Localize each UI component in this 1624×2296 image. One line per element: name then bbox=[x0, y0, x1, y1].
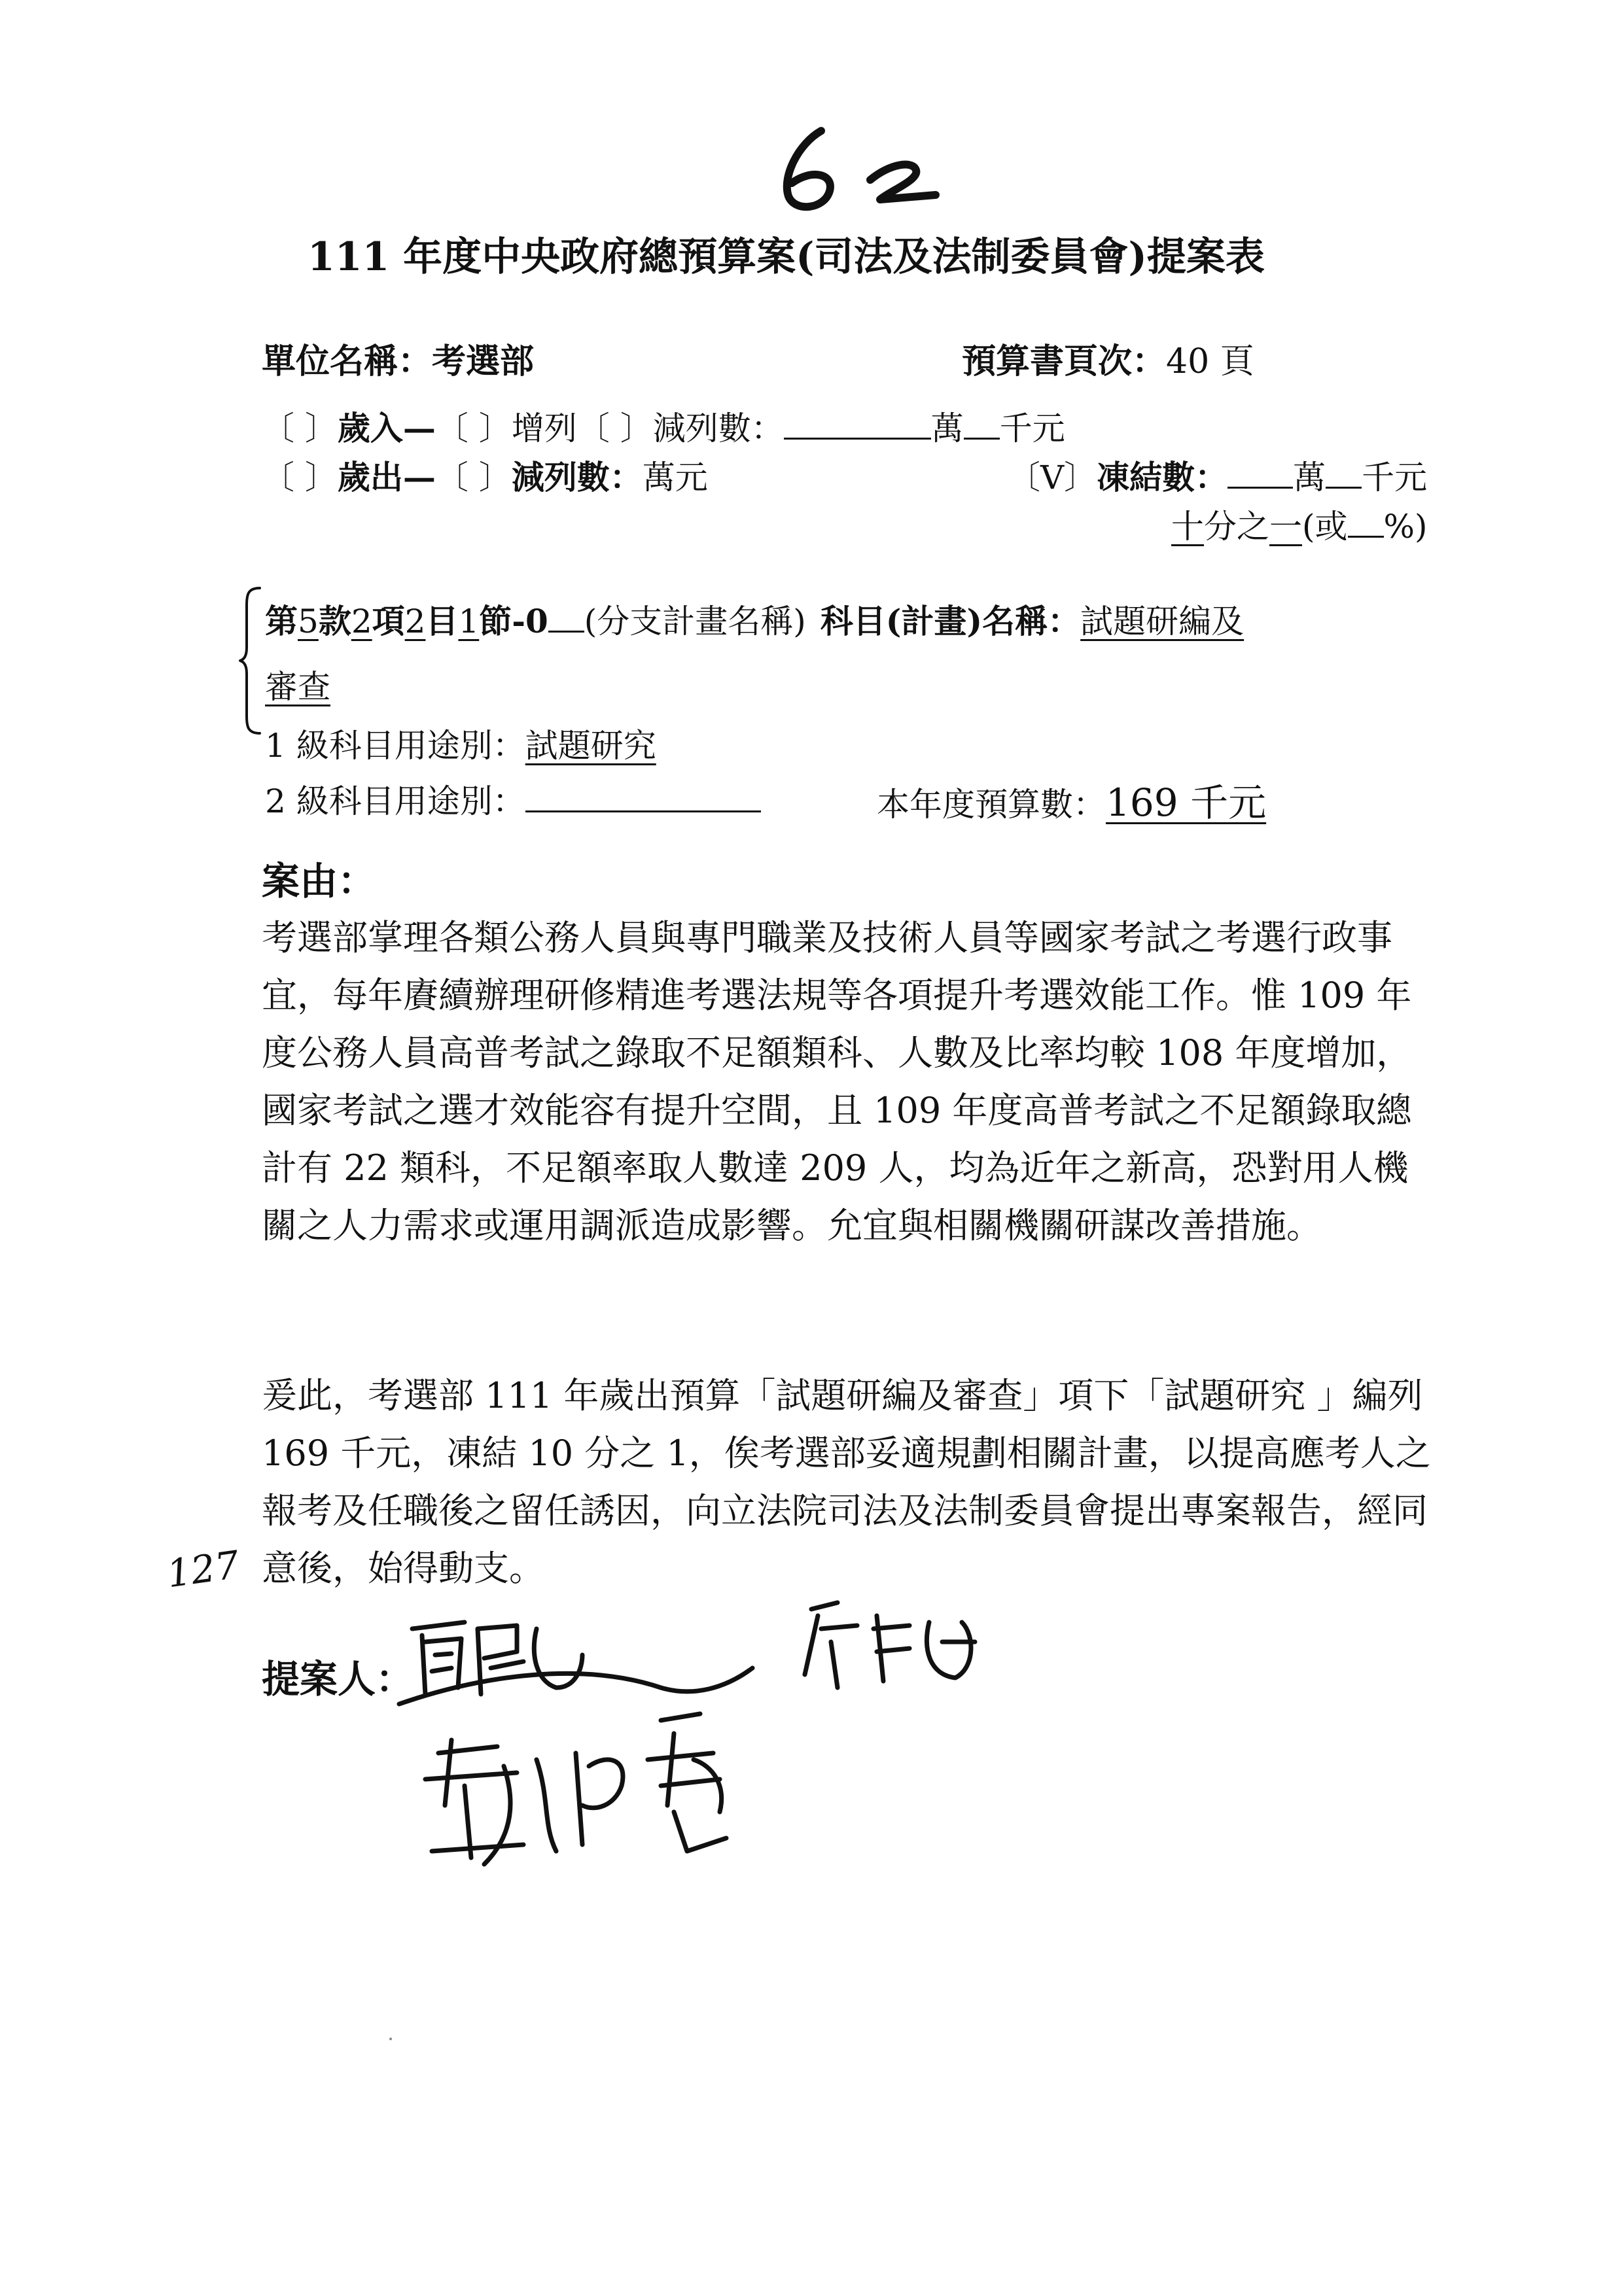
item-subject-continued bbox=[265, 661, 357, 708]
margin-handwritten-note: 127 bbox=[164, 1542, 242, 1597]
freeze-percent-blank bbox=[1348, 503, 1384, 538]
freeze-thousand-blank bbox=[1326, 454, 1362, 489]
handwritten-page-number bbox=[759, 118, 955, 216]
freeze-wan: 萬 bbox=[1293, 459, 1326, 496]
scan-dot bbox=[389, 2038, 392, 2040]
level2-value-blank bbox=[525, 778, 761, 812]
item-subject-label: 科目(計畫)名稱： bbox=[820, 602, 1081, 640]
unit-row bbox=[262, 334, 534, 383]
item-branch: (分支計畫名稱) bbox=[584, 602, 806, 640]
revenue-amount-blank bbox=[784, 405, 931, 440]
expenditure-decrease-label: 減列數： bbox=[511, 458, 643, 496]
item-jie: 1 bbox=[458, 602, 480, 640]
item-kuan-suffix: 款 bbox=[318, 602, 351, 640]
revenue-increase: 增列 bbox=[511, 409, 577, 447]
reason-label: 案由： bbox=[262, 859, 376, 903]
expenditure-line bbox=[262, 451, 708, 498]
revenue-bracket: 〔 〕 bbox=[262, 409, 338, 447]
budget-page-label: 預算書頁次： bbox=[962, 341, 1167, 381]
annual-budget-label: 本年度預算數： bbox=[877, 786, 1106, 824]
level2-label: 2 級科目用途別： bbox=[265, 782, 525, 820]
revenue-line bbox=[262, 402, 1065, 449]
freeze-ratio-one: 一 bbox=[1269, 508, 1302, 546]
freeze-label: 凍結數： bbox=[1097, 458, 1228, 496]
freeze-checkbox: 〔V〕 bbox=[1008, 459, 1097, 496]
item-brace bbox=[239, 585, 265, 736]
revenue-label: 歲入— bbox=[337, 409, 436, 447]
item-kuan: 5 bbox=[298, 602, 319, 640]
freeze-line bbox=[1008, 451, 1427, 498]
annual-budget-value: 169 千元 bbox=[1106, 780, 1267, 825]
unit-label: 單位名稱： bbox=[262, 341, 432, 381]
item-subject-line2: 審查 bbox=[265, 668, 330, 706]
freeze-thousand: 千元 bbox=[1362, 459, 1428, 496]
annual-budget-row bbox=[877, 772, 1266, 827]
item-jie-suffix: 節-0 bbox=[479, 602, 548, 640]
revenue-bracket-2: 〔 〕 bbox=[435, 409, 512, 447]
freeze-or-open: (或 bbox=[1302, 508, 1348, 546]
item-mu-suffix: 目 bbox=[425, 602, 459, 640]
freeze-ratio-ten: 十 bbox=[1171, 508, 1204, 546]
budget-page-value: 40 頁 bbox=[1166, 342, 1254, 381]
proposer-label: 提案人： bbox=[262, 1657, 414, 1701]
expenditure-bracket-2: 〔 〕 bbox=[435, 459, 512, 496]
freeze-ratio-line bbox=[1171, 500, 1428, 548]
item-branch-blank bbox=[548, 598, 584, 633]
revenue-bracket-3: 〔 〕 bbox=[576, 409, 653, 447]
level1-value: 試題研究 bbox=[525, 727, 656, 765]
expenditure-label: 歲出— bbox=[337, 458, 436, 496]
item-kuan-label: 第 bbox=[265, 602, 298, 640]
page-title: 111 年度中央政府總預算案(司法及法制委員會)提案表 bbox=[308, 234, 1265, 280]
item-xiang: 2 bbox=[351, 602, 372, 640]
item-xiang-suffix: 項 bbox=[372, 602, 405, 640]
item-subject-line1: 試題研編及 bbox=[1080, 602, 1244, 640]
level2-row bbox=[265, 775, 761, 822]
revenue-thousand: 千元 bbox=[999, 409, 1065, 447]
reason-paragraph-1: 考選部掌理各類公務人員與專門職業及技術人員等國家考試之考選行政事宜，每年賡續辦理研修精進考選法規等各項提升考選效能工作。惟 109 年度公務人員高普考試之錄取不足額類科、人數及比率均較 108 年度增加，國家考試之選才效能容有提升空間，且 109 年度高普考試之不足額錄取總計有 22 類科，不足額率取人數達 209 人，均為近年之新高，恐對用人機關之人力需求或運用調派造成影響。允宜與相關機關研謀改善措施。 bbox=[262, 917, 1412, 1246]
reason-paragraph-2: 爰此，考選部 111 年歲出預算「試題研編及審查」項下「試題研究 」編列 169 千元，凍結 10 分之 1，俟考選部妥適規劃相關計畫，以提高應考人之報考及任職後之留任誘因，向立法院司法及法制委員會提出專案報告，經同意後，始得動支。 bbox=[262, 1375, 1431, 1589]
freeze-amount-blank bbox=[1227, 454, 1293, 489]
item-mu: 2 bbox=[404, 602, 426, 640]
freeze-ratio-rest: 分之 bbox=[1204, 508, 1269, 546]
revenue-decrease-label: 減列數： bbox=[652, 409, 784, 447]
freeze-percent: %) bbox=[1383, 508, 1428, 546]
unit-value: 考選部 bbox=[432, 341, 535, 381]
handwritten-signatures bbox=[386, 1590, 1040, 1890]
level1-row bbox=[265, 720, 676, 767]
revenue-wan: 萬 bbox=[930, 409, 964, 447]
level1-label: 1 級科目用途別： bbox=[265, 727, 525, 765]
budget-page-row bbox=[962, 334, 1254, 383]
expenditure-bracket: 〔 〕 bbox=[262, 459, 338, 496]
revenue-thousand-blank bbox=[964, 405, 1000, 440]
expenditure-unit: 萬元 bbox=[642, 459, 708, 496]
item-line bbox=[265, 595, 1244, 642]
